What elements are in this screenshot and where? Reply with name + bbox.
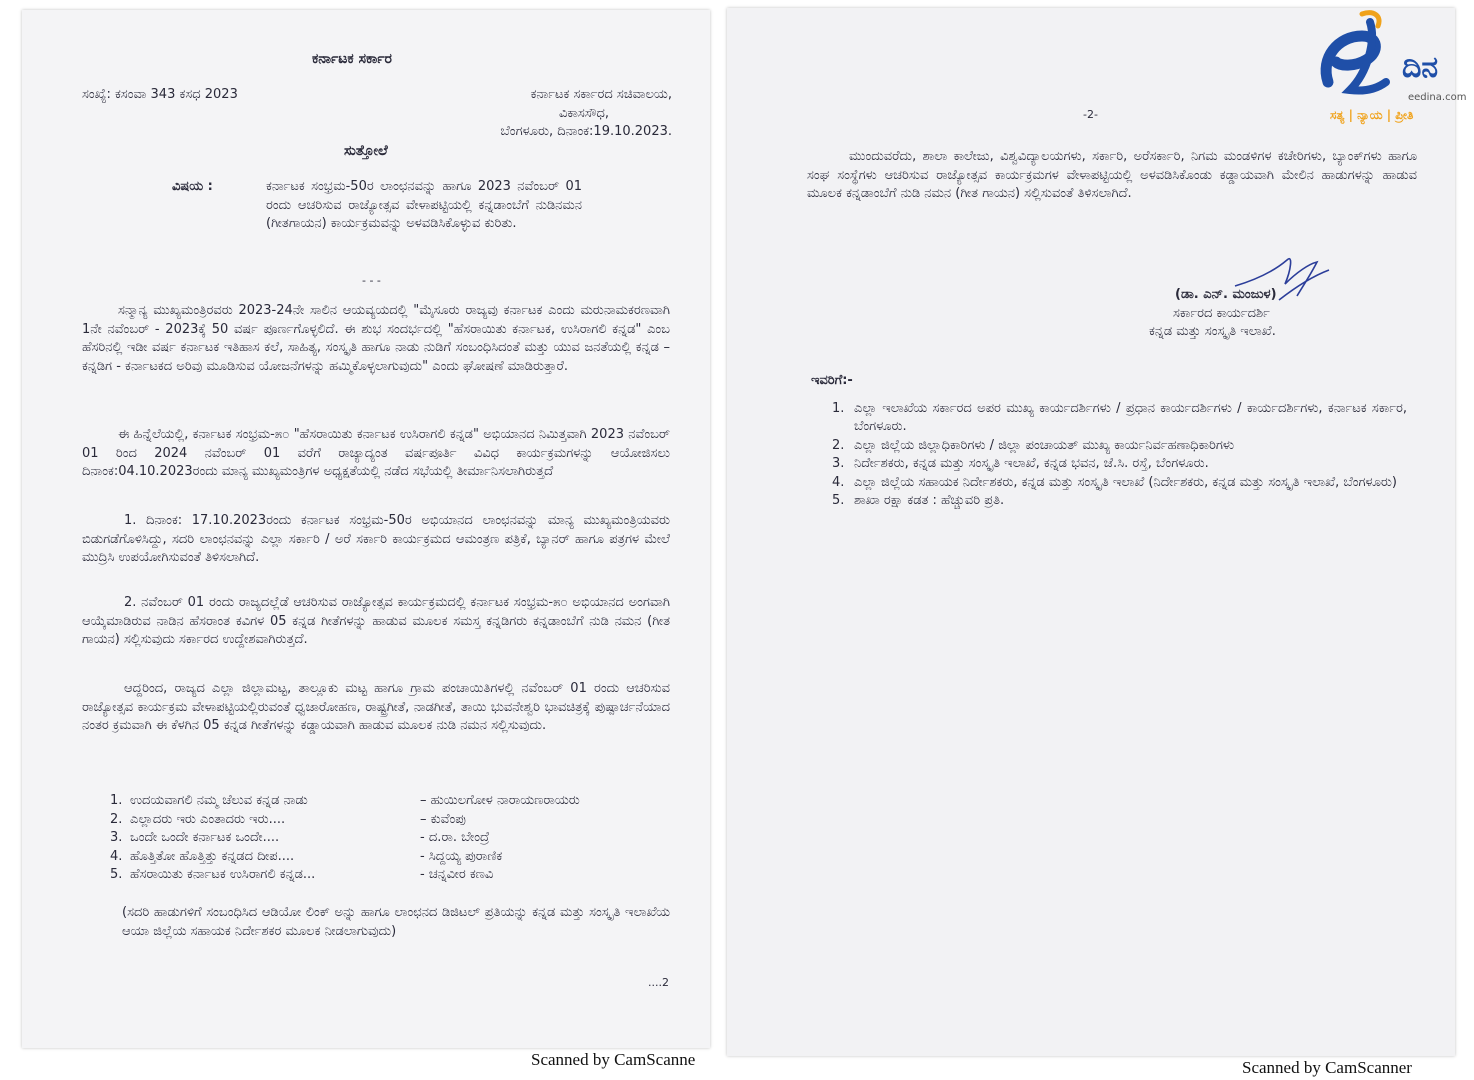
paragraph-1: ಸನ್ಮಾನ್ಯ ಮುಖ್ಯಮಂತ್ರಿರವರು 2023-24ನೇ ಸಾಲಿನ ಆಯವ್ಯಯದಲ್ಲಿ "ಮೈಸೂರು ರಾಜ್ಯವು ಕರ್ನಾಟಕ ಎಂದು ಮರುನಾಮಕರಣವಾಗಿ 1ನೇ ನವೆಂಬರ್ - 2023ಕ್ಕೆ 50 ವರ್ಷ ಪೂರ್ಣಗೊಳ್ಳಲಿದೆ. ಈ ಶುಭ ಸಂದರ್ಭದಲ್ಲಿ "ಹೆಸರಾಯಿತು ಕರ್ನಾಟಕ, ಉಸಿರಾಗಲಿ ಕನ್ನಡ" ಎಂಬ ಹೆಸರಿನಲ್ಲಿ ಇಡೀ ವರ್ಷ ಕರ್ನಾಟಕ ಇತಿಹಾಸ ಕಲೆ, ಸಾಹಿತ್ಯ, ಸಂಸ್ಕೃತಿ ಹಾಗೂ ನಾಡು ನುಡಿಗೆ ಸಂಬಂಧಿಸಿದಂತೆ ಮತ್ತು ಯುವ ಜನತೆಯಲ್ಲಿ ಕನ್ನಡ – ಕನ್ನಡಿಗ - ಕರ್ನಾಟಕದ ಅರಿವು ಮೂಡಿಸುವ ಯೋಜನೆಗಳನ್ನು ಹಮ್ಮಿಕೊಳ್ಳಲಾಗುವುದು" ಎಂದು ಘೋಷಣೆ ಮಾಡಿರುತ್ತಾರೆ. — [82, 303, 670, 374]
point-2: 2. ನವೆಂಬರ್ 01 ರಂದು ರಾಜ್ಯದಲ್ಲೆಡೆ ಆಚರಿಸುವ ರಾಜ್ಯೋತ್ಸವ ಕಾರ್ಯಕ್ರಮದಲ್ಲಿ ಕರ್ನಾಟಕ ಸಂಭ್ರಮ-೫೦ ಅಭಿಯಾನದ ಅಂಗವಾಗಿ ಆಯ್ಕೆಮಾಡಿರುವ ನಾಡಿನ ಹೆಸರಾಂತ ಕವಿಗಳ 05 ಕನ್ನಡ ಗೀತೆಗಳನ್ನು ಹಾಡುವ ಮೂಲಕ ಸಮಸ್ತ ಕನ್ನಡಿಗರು ಕನ್ನಡಾಂಬೆಗೆ ನುಡಿ ನಮನ (ಗೀತ ಗಾಯನ) ಸಲ್ಲಿಸುವುದು ಸರ್ಕಾರದ ಉದ್ದೇಶವಾಗಿರುತ್ತದೆ. — [82, 595, 670, 647]
signatory-name: (ಡಾ. ಎನ್. ಮಂಜುಳ) — [1175, 287, 1277, 302]
eedina-logo[interactable] — [1316, 10, 1466, 130]
song-list — [110, 792, 580, 885]
address-line: ವಿಕಾಸಸೌಧ, — [559, 105, 609, 121]
address-date: ಬೆಂಗಳೂರು, ದಿನಾಂಕ:19.10.2023. — [500, 124, 672, 139]
office-address — [442, 86, 672, 142]
recipient-item: 5. ಶಾಖಾ ರಕ್ಷಾ ಕಡತ : ಹೆಚ್ಚುವರಿ ಪ್ರತಿ. — [832, 493, 1005, 509]
recipient-item: 4. ಎಲ್ಲಾ ಜಿಲ್ಲೆಯ ಸಹಾಯಕ ನಿರ್ದೇಶಕರು, ಕನ್ನಡ ಮತ್ತು ಸಂಸ್ಕೃತಿ ಇಲಾಖೆ (ನಿರ್ದೇಶಕರು, ಕನ್ನಡ ಮತ್ತು ಸಂಸ್ಕೃತಿ ಇಲಾಖೆ, ಬೆಂಗಳೂರು) — [832, 474, 1397, 490]
document-type: ಸುತ್ತೋಲೆ — [344, 143, 388, 159]
scanner-watermark: Scanned by CamScanne — [531, 1050, 696, 1069]
page-continued: ....2 — [648, 976, 669, 989]
subject-label: ವಿಷಯ : — [172, 179, 213, 194]
scanner-watermark: Scanned by CamScanner — [1242, 1058, 1412, 1077]
eedina-site: eedina.com — [1408, 92, 1467, 103]
recipient-list — [832, 400, 1407, 510]
circular-page-1 — [22, 10, 710, 1048]
song-item: 4. ಹೊತ್ತಿತೋ ಹೊತ್ತಿತ್ತು ಕನ್ನಡದ ದೀಪ.... - ಸಿದ್ದಯ್ಯ ಪುರಾಣಿಕ — [110, 848, 503, 864]
signatory-title: ಸರ್ಕಾರದ ಕಾರ್ಯದರ್ಶಿ — [1173, 306, 1270, 321]
note-paragraph: (ಸದರಿ ಹಾಡುಗಳಿಗೆ ಸಂಬಂಧಿಸಿದ ಆಡಿಯೋ ಲಿಂಕ್ ಅನ್ನು ಹಾಗೂ ಲಾಂಛನದ ಡಿಜಿಟಲ್ ಪ್ರತಿಯನ್ನು ಕನ್ನಡ ಮತ್ತು ಸಂಸ್ಕೃತಿ ಇಲಾಖೆಯ ಆಯಾ ಜಿಲ್ಲೆಯ ಸಹಾಯಕ ನಿರ್ದೇಶಕರ ಮೂಲಕ ನೀಡಲಾಗುವುದು) — [122, 905, 670, 939]
recipient-item: 3. ನಿರ್ದೇಶಕರು, ಕನ್ನಡ ಮತ್ತು ಸಂಸ್ಕೃತಿ ಇಲಾಖೆ, ಕನ್ನಡ ಭವನ, ಜೆ.ಸಿ. ರಸ್ತೆ, ಬೆಂಗಳೂರು. — [832, 456, 1209, 472]
signatory-department: ಕನ್ನಡ ಮತ್ತು ಸಂಸ್ಕೃತಿ ಇಲಾಖೆ. — [1149, 324, 1276, 339]
paragraph-3: ಆದ್ದರಿಂದ, ರಾಜ್ಯದ ಎಲ್ಲಾ ಜಿಲ್ಲಾಮಟ್ಟ, ತಾಲ್ಲೂಕು ಮಟ್ಟ ಹಾಗೂ ಗ್ರಾಮ ಪಂಚಾಯಿತಿಗಳಲ್ಲಿ ನವೆಂಬರ್ 01 ರಂದು ಆಚರಿಸುವ ರಾಜ್ಯೋತ್ಸವ ಕಾರ್ಯಕ್ರಮ ವೇಳಾಪಟ್ಟಿಯಲ್ಲಿರುವಂತೆ ಧ್ವಜಾರೋಹಣ, ರಾಷ್ಟ್ರಗೀತೆ, ನಾಡಗೀತೆ, ತಾಯಿ ಭುವನೇಶ್ವರಿ ಭಾವಚಿತ್ರಕ್ಕೆ ಪುಷ್ಪಾರ್ಚನೆಯಾದ ನಂತರ ಕ್ರಮವಾಗಿ ಈ ಕೆಳಗಿನ 05 ಕನ್ನಡ ಗೀತೆಗಳನ್ನು ಕಡ್ಡಾಯವಾಗಿ ಹಾಡುವ ಮೂಲಕ ನುಡಿ ನಮನ ಸಲ್ಲಿಸುವುದು. — [82, 681, 670, 733]
subject-text: ಕರ್ನಾಟಕ ಸಂಭ್ರಮ-50ರ ಲಾಂಛನವನ್ನು ಹಾಗೂ 2023 ನವೆಂಬರ್ 01 ರಂದು ಆಚರಿಸುವ ರಾಜ್ಯೋತ್ಸವ ವೇಳಾಪಟ್ಟಿಯಲ್ಲಿ ಕನ್ನಡಾಂಬೆಗೆ ನುಡಿನಮನ (ಗೀತಗಾಯನ) ಕಾರ್ಯಕ್ರಮವನ್ನು ಅಳವಡಿಸಿಕೊಳ್ಳುವ ಕುರಿತು. — [266, 179, 582, 231]
eedina-brand: ದಿನ — [1402, 50, 1439, 85]
continued-paragraph: ಮುಂದುವರೆದು, ಶಾಲಾ ಕಾಲೇಜು, ವಿಶ್ವವಿದ್ಯಾಲಯಗಳು, ಸರ್ಕಾರಿ, ಅರೆಸರ್ಕಾರಿ, ನಿಗಮ ಮಂಡಳಿಗಳ ಕಚೇರಿಗಳು, ಬ್ಯಾಂಕ್‌ಗಳು ಹಾಗೂ ಸಂಘ ಸಂಸ್ಥೆಗಳು ಆಚರಿಸುವ ರಾಜ್ಯೋತ್ಸವ ಕಾರ್ಯಕ್ರಮಗಳ ವೇಳಾಪಟ್ಟಿಯಲ್ಲಿ ಅಳವಡಿಸಿಕೊಂಡು ಕಡ್ಡಾಯವಾಗಿ ಮೇಲಿನ ಹಾಡುಗಳನ್ನು ಹಾಡುವ ಮೂಲಕ ಕನ್ನಡಾಂಬೆಗೆ ನುಡಿ ನಮನ (ಗೀತ ಗಾಯನ) ಸಲ್ಲಿಸುವಂತೆ ತಿಳಿಸಲಾಗಿದೆ. — [807, 149, 1417, 201]
song-item: 5. ಹೆಸರಾಯಿತು ಕರ್ನಾಟಕ ಉಸಿರಾಗಲಿ ಕನ್ನಡ... - ಚನ್ನವೀರ ಕಣವಿ — [110, 867, 494, 883]
eedina-tagline: ಸತ್ಯ | ನ್ಯಾಯ | ಪ್ರೀತಿ — [1330, 108, 1414, 122]
song-item: 2. ಎಲ್ಲಾದರು ಇರು ಎಂತಾದರು ಇರು.... – ಕುವೆಂಪು — [110, 811, 466, 827]
recipient-item: 2. ಎಲ್ಲಾ ಜಿಲ್ಲೆಯ ಜಿಲ್ಲಾಧಿಕಾರಿಗಳು / ಜಿಲ್ಲಾ ಪಂಚಾಯತ್ ಮುಖ್ಯ ಕಾರ್ಯನಿರ್ವಹಣಾಧಿಕಾರಿಗಳು — [832, 437, 1235, 453]
eedina-e-mark-icon — [1316, 10, 1466, 105]
recipients-label: ಇವರಿಗೆ:- — [811, 373, 853, 388]
subject-separator: - - - — [362, 274, 381, 287]
address-line: ಕರ್ನಾಟಕ ಸರ್ಕಾರದ ಸಚಿವಾಲಯ, — [530, 87, 672, 102]
reference-number: ಸಂಖ್ಯೆ: ಕಸಂವಾ 343 ಕಸಧ 2023 — [82, 87, 238, 102]
paragraph-2: ಈ ಹಿನ್ನೆಲೆಯಲ್ಲಿ, ಕರ್ನಾಟಕ ಸಂಭ್ರಮ-೫೦ "ಹೆಸರಾಯಿತು ಕರ್ನಾಟಕ ಉಸಿರಾಗಲಿ ಕನ್ನಡ" ಅಭಿಯಾನದ ನಿಮಿತ್ತವಾಗಿ 2023 ನವೆಂಬರ್ 01 ರಿಂದ 2024 ನವೆಂಬರ್ 01 ವರೆಗೆ ರಾಜ್ಯಾದ್ಯಂತ ವರ್ಷಪೂರ್ತಿ ವಿವಿಧ ಕಾರ್ಯಕ್ರಮಗಳನ್ನು ಆಯೋಜಿಸಲು ದಿನಾಂಕ:04.10.2023ರಂದು ಮಾನ್ಯ ಮುಖ್ಯಮಂತ್ರಿಗಳ ಅಧ್ಯಕ್ಷತೆಯಲ್ಲಿ ನಡೆದ ಸಭೆಯಲ್ಲಿ ತೀರ್ಮಾನಿಸಲಾಗಿರುತ್ತದೆ — [82, 427, 670, 479]
page-number: -2- — [1083, 108, 1098, 121]
recipient-item: 1. ಎಲ್ಲಾ ಇಲಾಖೆಯ ಸರ್ಕಾರದ ಅಪರ ಮುಖ್ಯ ಕಾರ್ಯದರ್ಶಿಗಳು / ಪ್ರಧಾನ ಕಾರ್ಯದರ್ಶಿಗಳು / ಕಾರ್ಯದರ್ಶಿಗಳು, ಕರ್ನಾಟಕ ಸರ್ಕಾರ, ಬೆಂಗಳೂರು. — [832, 401, 1407, 435]
circular-page-2 — [727, 8, 1455, 1056]
government-header: ಕರ್ನಾಟಕ ಸರ್ಕಾರ — [312, 51, 392, 67]
song-item: 3. ಒಂದೇ ಒಂದೇ ಕರ್ನಾಟಕ ಒಂದೇ.... - ದ.ರಾ. ಬೇಂದ್ರೆ — [110, 830, 490, 846]
point-1: 1. ದಿನಾಂಕ: 17.10.2023ರಂದು ಕರ್ನಾಟಕ ಸಂಭ್ರಮ-50ರ ಅಭಿಯಾನದ ಲಾಂಛನವನ್ನು ಮಾನ್ಯ ಮುಖ್ಯಮಂತ್ರಿಯವರು ಬಿಡುಗಡೆಗೊಳಿಸಿದ್ದು, ಸದರಿ ಲಾಂಛನವನ್ನು ಎಲ್ಲಾ ಸರ್ಕಾರಿ / ಅರೆ ಸರ್ಕಾರಿ ಕಾರ್ಯಕ್ರಮದ ಆಮಂತ್ರಣ ಪತ್ರಿಕೆ, ಬ್ಯಾನರ್ ಹಾಗೂ ಪತ್ರಗಳ ಮೇಲೆ ಮುದ್ರಿಸಿ ಉಪಯೋಗಿಸುವಂತೆ ತಿಳಿಸಲಾಗಿದೆ. — [82, 513, 670, 565]
song-item: 1. ಉದಯವಾಗಲಿ ನಮ್ಮ ಚೆಲುವ ಕನ್ನಡ ನಾಡು – ಹುಯಿಲಗೋಳ ನಾರಾಯಣರಾಯರು — [110, 793, 580, 808]
